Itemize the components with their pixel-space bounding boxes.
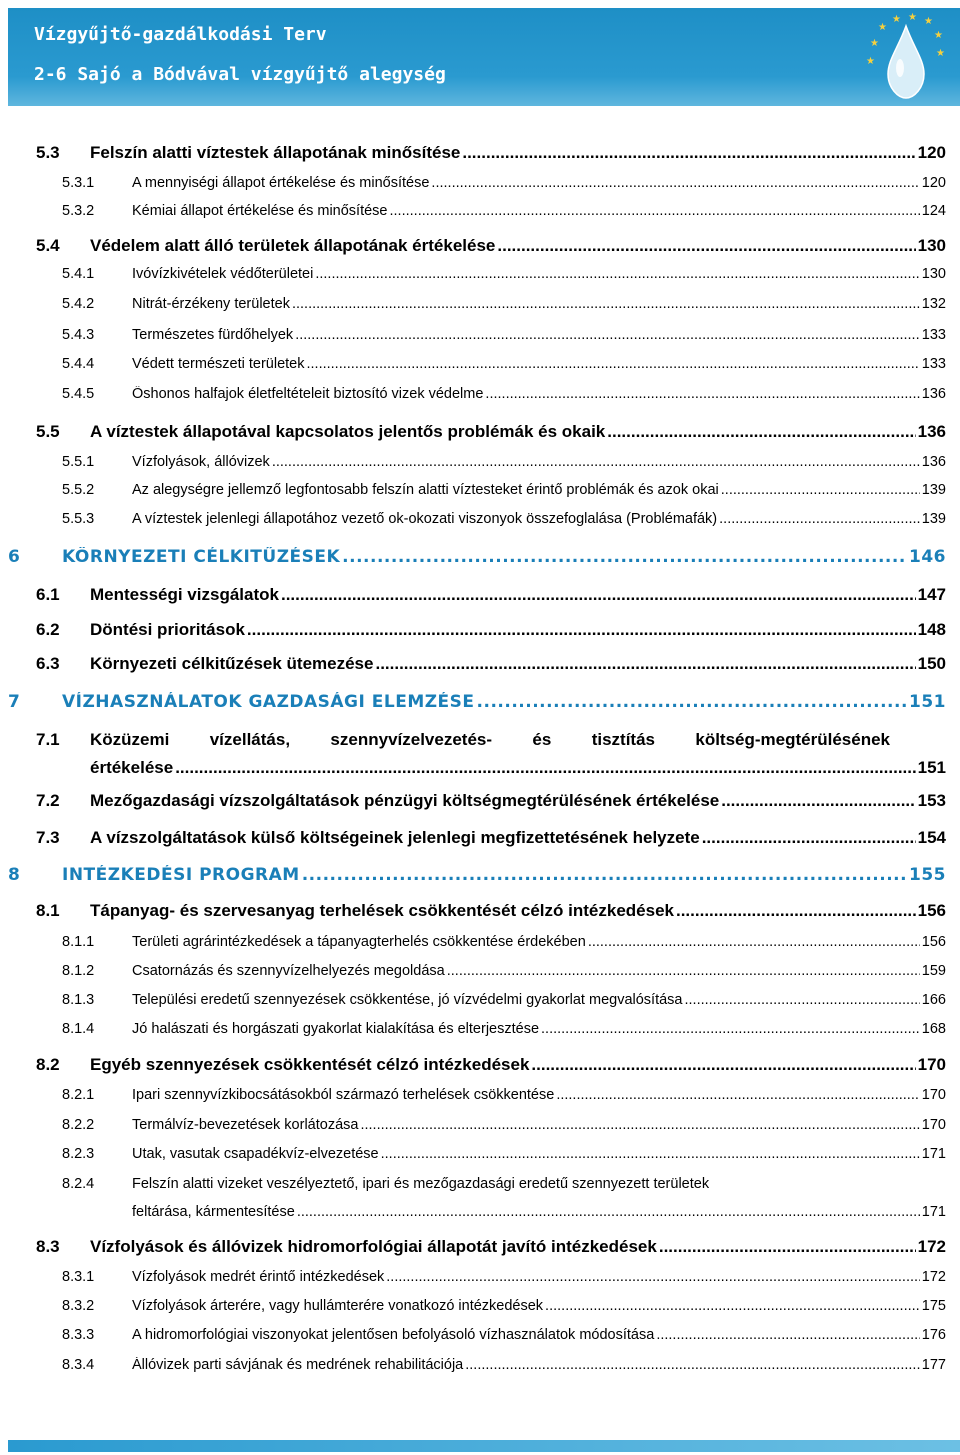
toc-entry-page: 139 — [921, 511, 946, 527]
toc-entry-number: 5.4 — [36, 236, 60, 255]
toc-entry-title: Állóvizek parti sávjának és medrének rehabilitációja — [132, 1357, 464, 1373]
toc-entry-title: Egyéb szennyezések csökkentését célzó intézkedések — [90, 1055, 530, 1074]
toc-entry-page: 150 — [917, 654, 946, 673]
toc-entry-page: 154 — [917, 828, 946, 847]
toc-entry-number: 8.2.3 — [62, 1146, 95, 1162]
toc-entry-title: Védelem alatt álló területek állapotának értékelése — [90, 236, 496, 255]
dot-leader — [497, 236, 915, 256]
toc-entry-page: 120 — [921, 175, 946, 191]
svg-text:★: ★ — [908, 12, 917, 23]
toc-entry-number: 6.2 — [36, 620, 60, 639]
toc-entry-number: 5.4.4 — [62, 356, 95, 372]
toc-entry-page: 151 — [917, 758, 946, 777]
toc-entry-number: 8.1.1 — [62, 934, 95, 950]
toc-entry-title: KÖRNYEZETI CÉLKITŰZÉSEK — [62, 547, 341, 567]
svg-text:★: ★ — [936, 48, 945, 59]
dot-leader — [272, 454, 920, 470]
toc-entry-number: 8.3.3 — [62, 1327, 95, 1343]
toc-entry-title: Felszín alatti víztestek állapotának minősítése — [90, 143, 461, 162]
toc-entry-title: Mentességi vizsgálatok — [90, 585, 279, 604]
toc-entry-title: Természetes fürdőhelyek — [132, 327, 294, 343]
toc-entry-title: Nitrát-érzékeny területek — [132, 296, 290, 312]
svg-text:★: ★ — [870, 38, 879, 49]
dot-leader — [684, 992, 919, 1008]
toc-entry-number: 5.5.2 — [62, 482, 95, 498]
toc-entry-title-continuation: értékelése — [90, 758, 174, 777]
dot-leader — [659, 1237, 916, 1257]
svg-text:★: ★ — [878, 22, 887, 33]
toc-entry-page: 156 — [917, 901, 946, 920]
toc-entry-title: Termálvíz-bevezetések korlátozása — [132, 1117, 359, 1133]
toc-entry-title: Települési eredetű szennyezések csökkentése, jó vízvédelmi gyakorlat megvalósítása — [132, 992, 683, 1008]
dot-leader — [381, 1146, 920, 1162]
toc-entry-title: Vízfolyások és állóvizek hidromorfológiai állapotát javító intézkedések — [90, 1237, 657, 1256]
svg-text:★: ★ — [892, 14, 901, 25]
toc-entry-title: Felszín alatti vizeket veszélyeztető, ipari és mezőgazdasági eredetű szennyezett területek — [132, 1176, 710, 1192]
toc-entry-page: 175 — [921, 1298, 946, 1314]
toc-entry-page: 124 — [921, 203, 946, 219]
dot-leader — [315, 266, 919, 282]
toc-entry-number: 8.2 — [36, 1055, 60, 1074]
toc-entry-number: 5.4.5 — [62, 386, 95, 402]
toc-entry-title-continuation: feltárása, kármentesítése — [132, 1204, 295, 1220]
toc-entry-number: 6 — [8, 547, 21, 567]
dot-leader — [545, 1298, 920, 1314]
toc-entry-title: A vízszolgáltatások külső költségeinek jelenlegi megfizettetésének helyzete — [90, 828, 700, 847]
toc-entry-title: Jó halászati és horgászati gyakorlat kialakítása és elterjesztése — [132, 1021, 540, 1037]
toc-entry-number: 7.2 — [36, 791, 60, 810]
toc-entry-page: 155 — [909, 865, 946, 885]
toc-entry-number: 5.5.3 — [62, 511, 95, 527]
toc-entry-title: A hidromorfológiai viszonyokat jelentősen befolyásoló vízhasználatok módosítása — [132, 1327, 655, 1343]
toc-entry-title: INTÉZKEDÉSI PROGRAM — [62, 865, 300, 885]
toc-entry-number: 8.2.2 — [62, 1117, 95, 1133]
toc-entry-title: Vízfolyások medrét érintő intézkedések — [132, 1269, 385, 1285]
toc-entry-number: 5.3.2 — [62, 203, 95, 219]
toc-entry-page: 177 — [921, 1357, 946, 1373]
svg-text:★: ★ — [924, 16, 933, 27]
toc-entry-page: 172 — [917, 1237, 946, 1256]
dot-leader — [721, 482, 920, 498]
toc-entry-page: 136 — [917, 422, 946, 441]
dot-leader — [556, 1087, 919, 1103]
dot-leader — [719, 511, 920, 527]
dot-leader — [281, 585, 916, 605]
toc-entry-number: 8.3.1 — [62, 1269, 95, 1285]
toc-entry-page: 139 — [921, 482, 946, 498]
toc-entry-page: 170 — [917, 1055, 946, 1074]
dot-leader — [302, 865, 907, 885]
toc-entry-page: 133 — [921, 356, 946, 372]
toc-entry-page: 176 — [921, 1327, 946, 1343]
dot-leader — [447, 963, 920, 979]
dot-leader — [477, 692, 907, 712]
toc-entry-number: 8.3 — [36, 1237, 60, 1256]
toc-entry-number: 6.3 — [36, 654, 60, 673]
toc-entry-page: 168 — [921, 1021, 946, 1037]
dot-leader — [342, 547, 907, 567]
toc-entry-page: 159 — [921, 963, 946, 979]
toc-entry-page: 153 — [917, 791, 946, 810]
toc-entry-page: 171 — [921, 1146, 946, 1162]
dot-leader — [702, 828, 916, 848]
toc-entry-page: 120 — [917, 143, 946, 162]
header-subtitle: 2-6 Sajó a Bódvával vízgyűjtő alegység — [34, 64, 446, 85]
dot-leader — [386, 1269, 920, 1285]
dot-leader — [292, 296, 920, 312]
toc-entry-number: 8 — [8, 865, 21, 885]
toc-entry-page: 151 — [909, 692, 946, 712]
toc-entry-page: 156 — [921, 934, 946, 950]
svg-text:★: ★ — [866, 56, 875, 67]
toc-entry-page: 147 — [917, 585, 946, 604]
toc-entry-number: 8.1 — [36, 901, 60, 920]
dot-leader — [541, 1021, 920, 1037]
toc-entry-title: Területi agrárintézkedések a tápanyagterhelés csökkentése érdekében — [132, 934, 586, 950]
toc-entry-page: 170 — [921, 1117, 946, 1133]
dot-leader — [431, 175, 919, 191]
toc-entry-number: 8.2.1 — [62, 1087, 95, 1103]
toc-entry-title: Vízfolyások árterére, vagy hullámterére vonatkozó intézkedések — [132, 1298, 544, 1314]
toc-entry-page: 171 — [921, 1204, 946, 1220]
toc-entry-page: 136 — [921, 454, 946, 470]
toc-entry-title: Tápanyag- és szervesanyag terhelések csökkentését célzó intézkedések — [90, 901, 674, 920]
toc-entry-number: 8.3.4 — [62, 1357, 95, 1373]
toc-entry-number: 5.5.1 — [62, 454, 95, 470]
toc-entry-page: 172 — [921, 1269, 946, 1285]
toc-entry-number: 6.1 — [36, 585, 60, 604]
toc-entry-title: A mennyiségi állapot értékelése és minősítése — [132, 175, 430, 191]
dot-leader — [247, 620, 916, 640]
dot-leader — [531, 1055, 915, 1075]
toc-entry-title: Őshonos halfajok életfeltételeit biztosító vizek védelme — [132, 386, 484, 402]
dot-leader — [462, 143, 915, 163]
toc-entry-page: 132 — [921, 296, 946, 312]
toc-entry-page: 148 — [917, 620, 946, 639]
dot-leader — [465, 1357, 920, 1373]
toc-entry-number: 5.3 — [36, 143, 60, 162]
dot-leader — [721, 791, 915, 811]
svg-text:★: ★ — [934, 30, 943, 41]
toc-entry-number: 5.4.1 — [62, 266, 95, 282]
dot-leader — [676, 901, 916, 921]
toc-entry-title: Az alegységre jellemző legfontosabb felszín alatti víztesteket érintő problémák és azok okai — [132, 482, 719, 498]
toc-entry-page: 133 — [921, 327, 946, 343]
toc-entry-page: 166 — [921, 992, 946, 1008]
toc-entry-number: 5.4.3 — [62, 327, 95, 343]
toc-entry-title: Döntési prioritások — [90, 620, 245, 639]
toc-entry-number: 8.1.2 — [62, 963, 95, 979]
toc-entry-title: Védett természeti területek — [132, 356, 305, 372]
dot-leader — [175, 758, 915, 778]
dot-leader — [390, 203, 920, 219]
dot-leader — [295, 327, 920, 343]
dot-leader — [607, 422, 915, 442]
toc-entry-number: 8.2.4 — [62, 1176, 95, 1192]
toc-entry-number: 7 — [8, 692, 21, 712]
toc-entry-title: Ipari szennyvízkibocsátásokból származó terhelések csökkentése — [132, 1087, 555, 1103]
dot-leader — [656, 1327, 919, 1343]
toc-entry-number: 7.3 — [36, 828, 60, 847]
dot-leader — [360, 1117, 919, 1133]
toc-entry-page: 136 — [921, 386, 946, 402]
toc-entry-number: 8.3.2 — [62, 1298, 95, 1314]
header-title: Vízgyűjtő-gazdálkodási Terv — [34, 24, 327, 45]
dot-leader — [588, 934, 920, 950]
toc-entry-title: Utak, vasutak csapadékvíz-elvezetése — [132, 1146, 379, 1162]
toc-entry-title: Közüzemi vízellátás, szennyvízelvezetés- és tisztítás költség-megtérülésének — [90, 730, 890, 749]
toc-entry-title: A víztestek állapotával kapcsolatos jelentős problémák és okaik — [90, 422, 606, 441]
dot-leader — [375, 654, 915, 674]
toc-entry-page: 170 — [921, 1087, 946, 1103]
page-footer-bar — [8, 1440, 960, 1452]
dot-leader — [485, 386, 919, 402]
toc-entry-title: Csatornázás és szennyvízelhelyezés megoldása — [132, 963, 445, 979]
toc-entry-number: 5.4.2 — [62, 296, 95, 312]
toc-entry-title: Ivóvízkivételek védőterületei — [132, 266, 314, 282]
toc-entry-title: VÍZHASZNÁLATOK GAZDASÁGI ELEMZÉSE — [62, 692, 475, 712]
toc-entry-title: Kémiai állapot értékelése és minősítése — [132, 203, 388, 219]
dot-leader — [306, 356, 919, 372]
toc-entry-title: Vízfolyások, állóvizek — [132, 454, 270, 470]
toc-entry-number: 5.3.1 — [62, 175, 95, 191]
toc-entry-page: 130 — [921, 266, 946, 282]
toc-entry-title: Környezeti célkitűzések ütemezése — [90, 654, 374, 673]
toc-entry-page: 130 — [917, 236, 946, 255]
dot-leader — [297, 1204, 920, 1220]
toc-entry-number: 8.1.3 — [62, 992, 95, 1008]
toc-entry-title: A víztestek jelenlegi állapotához vezető ok-okozati viszonyok összefoglalása (Problémafák) — [132, 511, 718, 527]
toc-entry-number: 8.1.4 — [62, 1021, 95, 1037]
toc-entry-title: Mezőgazdasági vízszolgáltatások pénzügyi költségmegtérülésének értékelése — [90, 791, 720, 810]
toc-entry-number: 5.5 — [36, 422, 60, 441]
toc-entry-number: 7.1 — [36, 730, 60, 749]
toc-entry-page: 146 — [909, 547, 946, 567]
